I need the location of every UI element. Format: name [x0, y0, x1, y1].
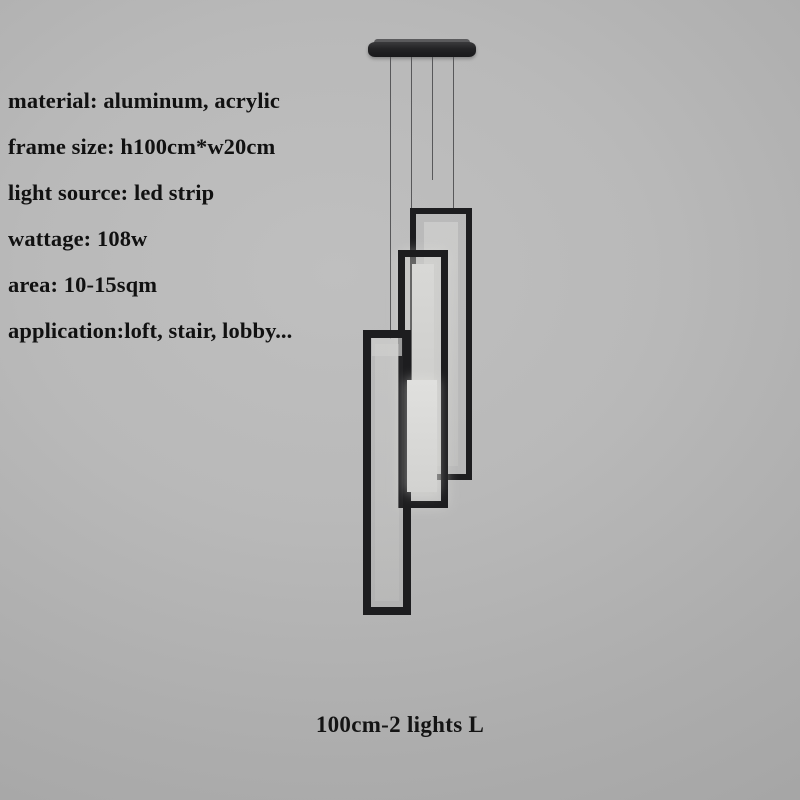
spec-line-wattage: wattage: 108w	[8, 226, 148, 251]
spec-line-material: material: aluminum, acrylic	[8, 88, 281, 113]
pendant-light-bar-upper-accent	[372, 338, 402, 356]
ceiling-canopy	[368, 42, 476, 57]
suspension-cable-3	[432, 57, 433, 180]
spec-line-light-source: light source: led strip	[8, 180, 215, 205]
suspension-cable-4	[453, 57, 454, 209]
pendant-light-bar-front-left	[375, 344, 399, 601]
suspension-cable-1	[390, 57, 391, 339]
pendant-light-bar-front-right	[407, 380, 437, 492]
spec-line-frame-size: frame size: h100cm*w20cm	[8, 134, 276, 159]
spec-line-area: area: 10-15sqm	[8, 272, 158, 297]
spec-line-application: application:loft, stair, lobby...	[8, 318, 293, 343]
product-caption: 100cm-2 lights L	[315, 712, 485, 737]
